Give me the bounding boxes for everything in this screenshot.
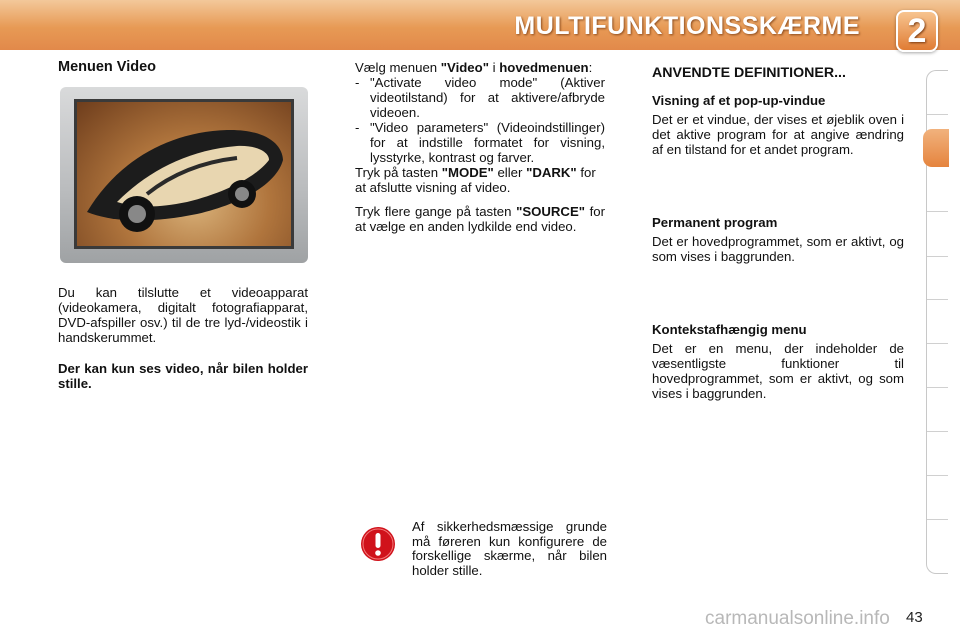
select-video-menu-text bbox=[355, 60, 605, 75]
tab-divider bbox=[927, 387, 948, 388]
tab-divider bbox=[927, 343, 948, 344]
video-stationary-note: Der kan kun ses video, når bilen holder stille. bbox=[58, 361, 308, 391]
definition-term: Kontekstafhængig menu bbox=[652, 322, 807, 337]
warning-exclamation-icon bbox=[360, 526, 396, 562]
page-number: 43 bbox=[906, 609, 923, 626]
list-dash: - bbox=[355, 75, 360, 90]
mode-key-label: "MODE" bbox=[441, 165, 494, 180]
definitions-column bbox=[652, 66, 904, 401]
definition-text: Det er en menu, der indeholder de væsentligste funktioner til hovedprogrammet, som er aktivt, og som vises i baggrunden. bbox=[652, 341, 904, 401]
tab-divider bbox=[927, 519, 948, 520]
tab-divider bbox=[927, 431, 948, 432]
list-item bbox=[355, 75, 605, 120]
screen-display bbox=[74, 99, 294, 249]
chapter-badge bbox=[896, 10, 938, 52]
tab-divider bbox=[927, 475, 948, 476]
tab-divider bbox=[927, 114, 948, 115]
definition-popup bbox=[652, 93, 904, 157]
definition-text: Det er hovedprogrammet, som er aktivt, og som vises i baggrunden. bbox=[652, 234, 904, 264]
connect-video-text: Du kan tilslutte et videoapparat (videokamera, digitalt fotografiapparat, DVD-afspiller osv.) til de tre lyd-/videostik i handskerummet. bbox=[58, 285, 308, 345]
definition-term: Permanent program bbox=[652, 215, 778, 230]
safety-warning-text: Af sikkerhedsmæssige grunde må føreren kun konfigurere de forskellige skærme, når bilen holder stille. bbox=[412, 519, 607, 578]
main-menu-label: hovedmenuen bbox=[499, 60, 589, 75]
definition-contextual bbox=[652, 322, 904, 401]
definition-text: Det er et vindue, der vises et øjeblik oven i det aktive program for at angive ændring af en tilstand for et andet program. bbox=[652, 112, 904, 157]
intro-colon: : bbox=[588, 60, 593, 75]
tab-divider bbox=[927, 299, 948, 300]
press-source-text bbox=[355, 204, 605, 234]
press-text: Tryk flere gange på tasten bbox=[355, 204, 517, 219]
tab-divider bbox=[927, 256, 948, 257]
video-parameters-item: "Video parameters" (Videoindstillinger) for at indstille formatet for visning, lysstyrke, kontrast og farver. bbox=[370, 120, 605, 165]
video-menu-label: "Video" bbox=[440, 60, 489, 75]
tab-divider bbox=[927, 211, 948, 212]
chapter-title: MULTIFUNKTIONSSKÆRME bbox=[514, 12, 860, 40]
safety-warning bbox=[355, 520, 607, 578]
active-chapter-tab[interactable] bbox=[923, 129, 949, 167]
intro-connector: i bbox=[488, 60, 500, 75]
press-result: for at afslutte visning af video. bbox=[355, 165, 596, 195]
activate-video-item: "Activate video mode" (Aktiver videotilstand) for at aktivere/afbryde videoen. bbox=[370, 75, 605, 120]
video-instructions-column bbox=[355, 60, 605, 243]
page-header bbox=[0, 0, 960, 50]
press-result: for at vælge en anden lydkilde end video. bbox=[355, 204, 605, 234]
watermark: carmanualsonline.info bbox=[705, 608, 890, 629]
definition-term: Visning af et pop-up-vindue bbox=[652, 93, 826, 108]
intro-text: Vælg menuen bbox=[355, 60, 441, 75]
list-dash: - bbox=[355, 120, 360, 135]
dark-key-label: "DARK" bbox=[526, 165, 577, 180]
video-menu-title: Menuen Video bbox=[58, 59, 157, 75]
car-photo-icon bbox=[77, 102, 291, 246]
source-key-label: "SOURCE" bbox=[516, 204, 585, 219]
press-connector: eller bbox=[493, 165, 527, 180]
list-item bbox=[355, 120, 605, 165]
press-mode-dark-text bbox=[355, 165, 605, 195]
multifunction-screen-image bbox=[60, 87, 308, 263]
definition-permanent bbox=[652, 215, 904, 264]
press-text: Tryk på tasten bbox=[355, 165, 442, 180]
video-menu-column bbox=[58, 60, 308, 400]
definitions-title: ANVENDTE DEFINITIONER... bbox=[652, 65, 846, 81]
chapter-number: 2 bbox=[907, 11, 927, 50]
chapter-side-tabs bbox=[926, 70, 948, 574]
